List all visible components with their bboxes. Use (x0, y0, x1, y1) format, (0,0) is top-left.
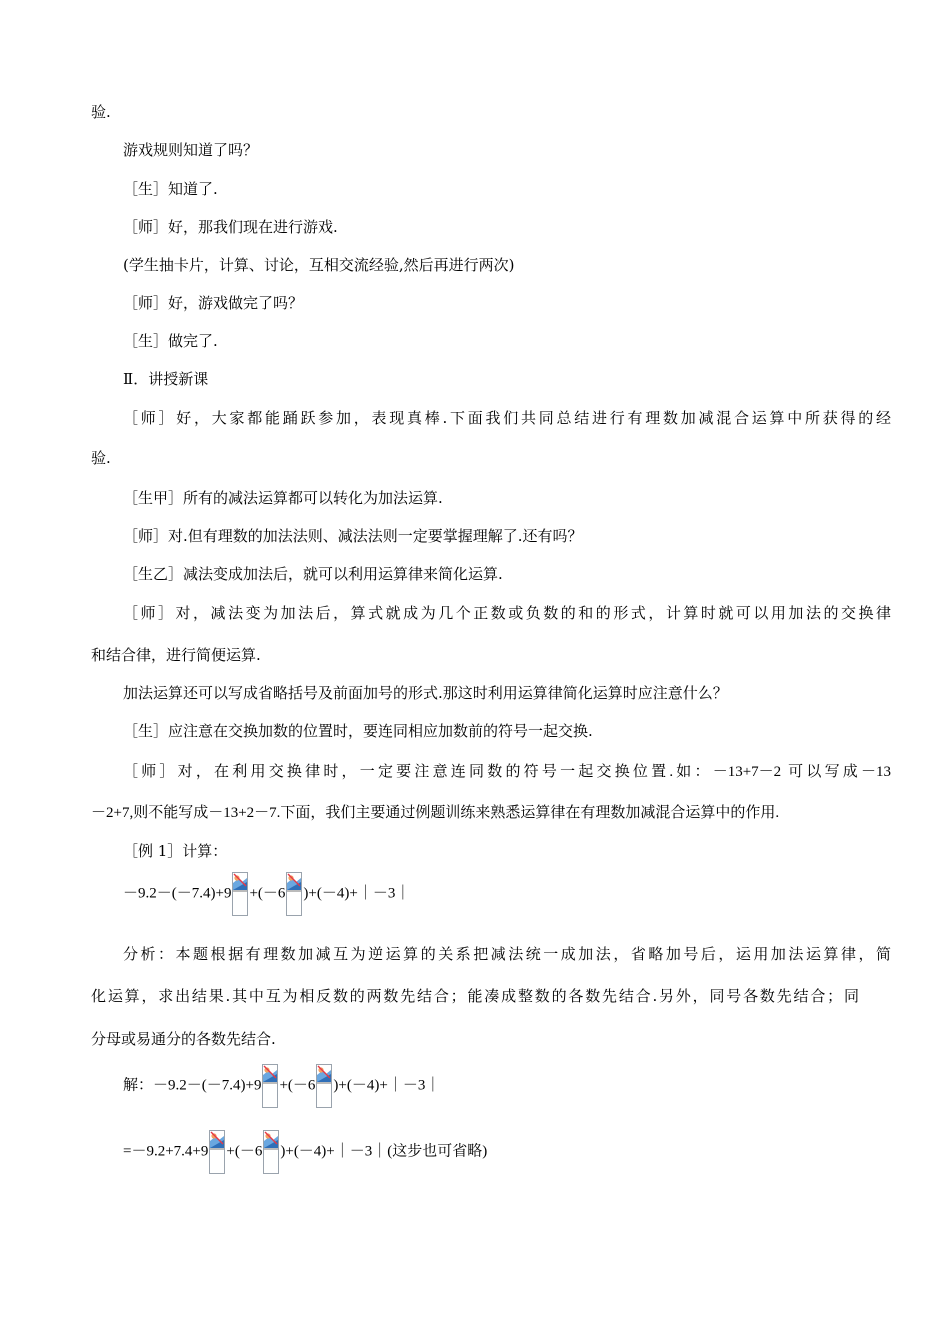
fraction-image-icon (209, 1130, 225, 1174)
paragraph-line: 加法运算还可以写成省略括号及前面加号的形式.那这时利用运算律简化运算时应注意什么？ (123, 684, 728, 702)
fraction-image-icon (263, 1130, 279, 1174)
paragraph-line: 化运算，求出结果.其中互为相反数的两数先结合；能凑成整数的各数先结合.另外，同号各数先结合；同 (91, 987, 859, 1005)
paragraph-line: ［生］做完了. (123, 332, 218, 350)
paragraph-line: ［师］好，游戏做完了吗？ (123, 294, 304, 312)
paragraph-line: ［师］对，减法变为加法后，算式就成为几个正数或负数的和的形式，计算时就可以用加法的交换律 (123, 604, 891, 622)
fraction-image-icon (232, 872, 248, 916)
paragraph-line: 验. (91, 103, 111, 121)
paragraph-line: 分母或易通分的各数先结合. (91, 1030, 276, 1048)
paragraph-line: 游戏规则知道了吗？ (123, 141, 259, 159)
paragraph-line: ［师］对，在利用交换律时，一定要注意连同数的符号一起交换位置.如：－13+7－2 可以写成－13 (123, 764, 891, 780)
paragraph-line: 验. (91, 449, 111, 467)
math-expression: =－9.2+7.4+9 +(－6 )+(－4)+｜－3｜(这步也可省略) (123, 1130, 487, 1174)
paragraph-line: ［师］好，那我们现在进行游戏. (123, 218, 338, 236)
example-heading: ［例 1］计算： (123, 842, 228, 860)
paragraph-line: ［生］知道了. (123, 180, 218, 198)
math-expression: －9.2－(－7.4)+9 +(－6 )+(－4)+｜－3｜ (123, 872, 410, 916)
paragraph-line: －2+7,则不能写成－13+2－7.下面，我们主要通过例题训练来熟悉运算律在有理数加减混合运算中的作用. (91, 805, 780, 821)
paragraph-line: 和结合律，进行简便运算. (91, 646, 261, 664)
paragraph-line: ［师］好，大家都能踊跃参加，表现真棒.下面我们共同总结进行有理数加减混合运算中所获得的经 (123, 409, 891, 427)
paragraph-line: (学生抽卡片，计算、讨论，互相交流经验,然后再进行两次) (123, 256, 515, 274)
fraction-image-icon (262, 1064, 278, 1108)
paragraph-line: ［生甲］所有的减法运算都可以转化为加法运算. (123, 489, 443, 507)
paragraph-line: ［生］应注意在交换加数的位置时，要连同相应加数前的符号一起交换. (123, 722, 593, 740)
paragraph-line: 分析：本题根据有理数加减互为逆运算的关系把减法统一成加法，省略加号后，运用加法运算律，简 (123, 945, 891, 963)
fraction-image-icon (286, 872, 302, 916)
math-expression: 解：－9.2－(－7.4)+9 +(－6 )+(－4)+｜－3｜ (123, 1064, 440, 1108)
paragraph-line: ［生乙］减法变成加法后，就可以利用运算律来简化运算. (123, 565, 503, 583)
paragraph-line: ［师］对.但有理数的加法法则、减法法则一定要掌握理解了.还有吗？ (123, 527, 583, 545)
fraction-image-icon (316, 1064, 332, 1108)
section-heading: Ⅱ．讲授新课 (123, 370, 209, 388)
